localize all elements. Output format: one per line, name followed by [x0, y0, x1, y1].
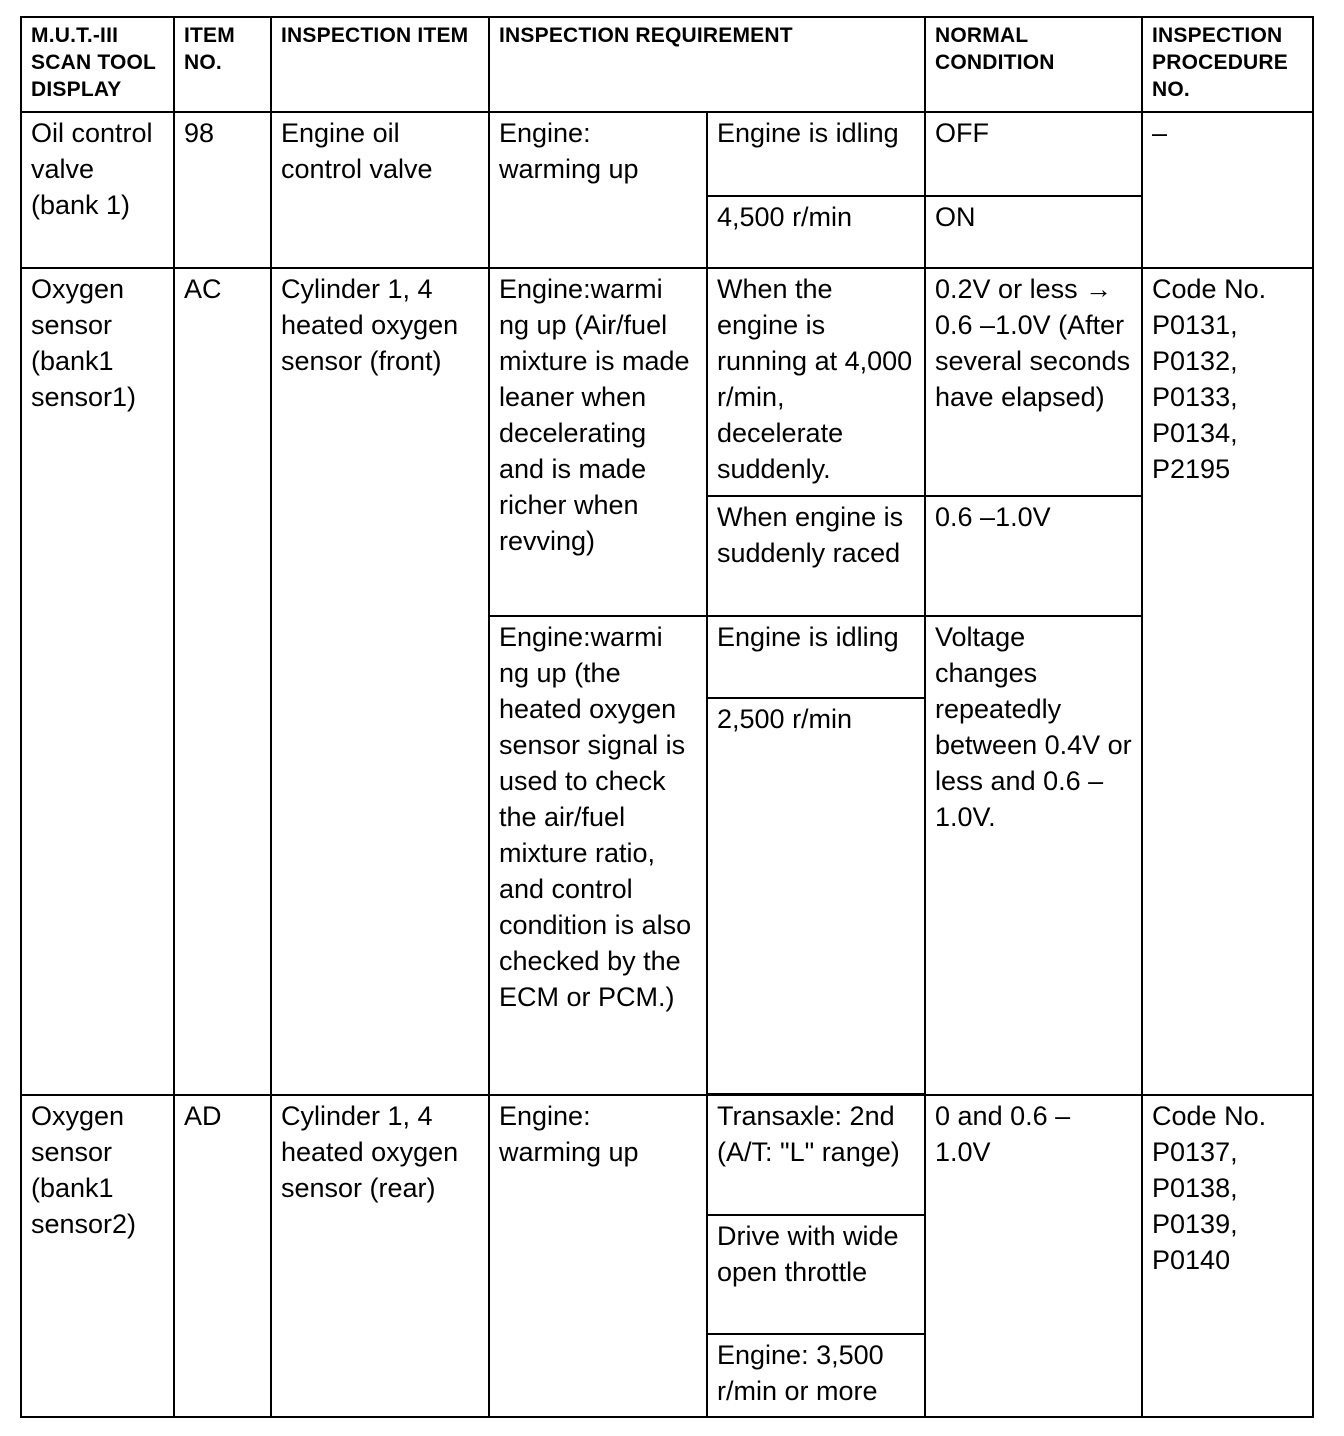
normal-condition-cell: 0 and 0.6 – 1.0V	[925, 1095, 1142, 1417]
procedure-cell: Code No. P0137, P0138, P0139, P0140	[1142, 1095, 1313, 1417]
inspection-item-cell: Engine oil control valve	[271, 112, 489, 268]
item-no-cell: 98	[174, 112, 271, 268]
header-procedure-no: INSPECTION PROCEDURE NO.	[1142, 17, 1313, 112]
scan-tool-display-cell: Oxygen sensor (bank1 sensor2)	[21, 1095, 174, 1417]
scan-tool-display-cell: Oil control valve (bank 1)	[21, 112, 174, 268]
header-inspection-requirement: INSPECTION REQUIREMENT	[489, 17, 925, 112]
normal-condition-cell: 0.6 –1.0V	[925, 496, 1142, 616]
inspection-item-cell: Cylinder 1, 4 heated oxygen sensor (front)	[271, 268, 489, 1095]
normal-condition-cell: Voltage changes repeatedly between 0.4V or less and 0.6 –1.0V.	[925, 616, 1142, 1095]
condition-cell: Engine: 3,500 r/min or more	[707, 1334, 925, 1417]
inspection-item-cell: Cylinder 1, 4 heated oxygen sensor (rear)	[271, 1095, 489, 1417]
condition-cell: Engine is idling	[707, 616, 925, 698]
condition-cell: 2,500 r/min	[707, 698, 925, 1094]
procedure-cell: –	[1142, 112, 1313, 268]
table-row	[21, 268, 1313, 496]
normal-condition-cell: OFF	[925, 112, 1142, 196]
condition-cell: Engine is idling	[707, 112, 925, 196]
header-row	[21, 17, 1313, 112]
condition-cell: Transaxle: 2nd (A/T: "L" range)	[707, 1095, 925, 1215]
table-row	[21, 112, 1313, 196]
requirement-cell: Engine: warming up	[489, 112, 707, 268]
condition-cell: When engine is suddenly raced	[707, 496, 925, 616]
condition-cell: 4,500 r/min	[707, 196, 925, 268]
header-inspection-item: INSPECTION ITEM	[271, 17, 489, 112]
requirement-cell: Engine:warmi ng up (the heated oxygen sensor signal is used to check the air/fuel mixture ratio, and control condition is also checked by the ECM or PCM.)	[489, 616, 707, 1095]
table-row	[21, 1095, 1313, 1215]
normal-condition-cell: ON	[925, 196, 1142, 268]
inspection-table	[20, 16, 1314, 1418]
item-no-cell: AD	[174, 1095, 271, 1417]
item-no-cell: AC	[174, 268, 271, 1095]
condition-cell: When the engine is running at 4,000 r/min, decelerate suddenly.	[707, 268, 925, 496]
requirement-cell: Engine:warmi ng up (Air/fuel mixture is made leaner when decelerating and is made richer when revving)	[489, 268, 707, 616]
header-scan-tool-display: M.U.T.-III SCAN TOOL DISPLAY	[21, 17, 174, 112]
scan-tool-display-cell: Oxygen sensor (bank1 sensor1)	[21, 268, 174, 1095]
header-normal-condition: NORMAL CONDITION	[925, 17, 1142, 112]
normal-condition-cell: 0.2V or less → 0.6 –1.0V (After several seconds have elapsed)	[925, 268, 1142, 496]
header-item-no: ITEM NO.	[174, 17, 271, 112]
requirement-cell: Engine: warming up	[489, 1095, 707, 1417]
procedure-cell: Code No. P0131, P0132, P0133, P0134, P2195	[1142, 268, 1313, 1095]
condition-cell: Drive with wide open throttle	[707, 1215, 925, 1334]
